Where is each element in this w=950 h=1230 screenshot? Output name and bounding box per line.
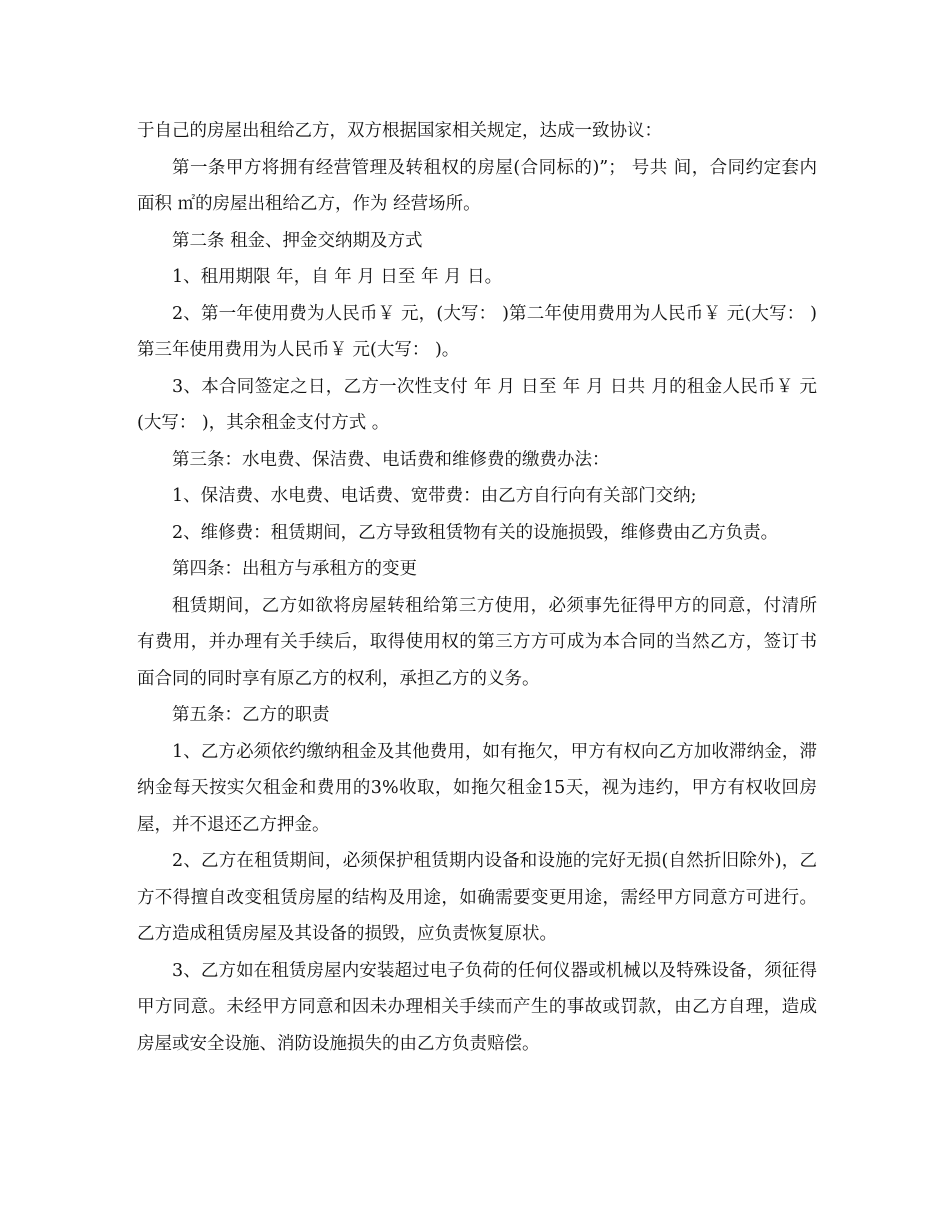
paragraph-article-3-item-1: 1、保洁费、水电费、电话费、宽带费：由乙方自行向有关部门交纳; bbox=[172, 486, 697, 506]
heading-article-4: 第四条：出租方与承租方的变更 bbox=[172, 559, 417, 579]
paragraph-preamble: 于自己的房屋出租给乙方，双方根据国家相关规定，达成一致协议： bbox=[137, 121, 662, 141]
paragraph-article-3-item-2: 2、维修费：租赁期间，乙方导致租赁物有关的设施损毁，维修费由乙方负责。 bbox=[172, 522, 779, 543]
paragraph-article-5-item-3: 3、乙方如在租赁房屋内安装超过电子负荷的任何仪器或机械以及特殊设备，须征得甲方同意。未经甲方同意和因未办理相关手续而产生的事故或罚款，由乙方自理，造成房屋或安全设施、消防设施损失的由乙方负责赔偿。 bbox=[137, 960, 817, 1054]
paragraph-article-5-item-2: 2、乙方在租赁期间，必须保护租赁期内设备和设施的完好无损(自然折旧除外)，乙方不得擅自改变租赁房屋的结构及用途，如确需要变更用途，需经甲方同意方可进行。乙方造成租赁房屋及其设备的损毁，应负责恢复原状。 bbox=[137, 851, 817, 944]
heading-article-2: 第二条 租金、押金交纳期及方式 bbox=[172, 230, 423, 251]
document-body bbox=[137, 113, 817, 1062]
paragraph-article-2-item-3: 3、本合同签定之日，乙方一次性支付 年 月 日至 年 月 日共 月的租金人民币￥ 元(大写： )，其余租金支付方式 。 bbox=[137, 376, 817, 433]
paragraph-article-1: 第一条甲方将拥有经营管理及转租权的房屋(合同标的)”； 号共 间，合同约定套内面积 ㎡的房屋出租给乙方，作为 经营场所。 bbox=[137, 157, 817, 214]
paragraph-article-4-body: 租赁期间，乙方如欲将房屋转租给第三方使用，必须事先征得甲方的同意，付清所有费用，并办理有关手续后，取得使用权的第三方方可成为本合同的当然乙方，签订书面合同的同时享有原乙方的权利，承担乙方的义务。 bbox=[137, 595, 817, 689]
paragraph-article-2-item-1: 1、租用期限 年，自 年 月 日至 年 月 日。 bbox=[172, 267, 503, 287]
paragraph-article-5-item-1: 1、乙方必须依约缴纳租金及其他费用，如有拖欠，甲方有权向乙方加收滞纳金，滞纳金每天按实欠租金和费用的3%收取，如拖欠租金15天，视为违约，甲方有权收回房屋，并不退还乙方押金。 bbox=[137, 741, 817, 835]
paragraph-article-2-item-2: 2、第一年使用费为人民币￥ 元，(大写： )第二年使用费用为人民币￥ 元(大写： )第三年使用费用为人民币￥ 元(大写： )。 bbox=[137, 303, 817, 360]
heading-article-5: 第五条：乙方的职责 bbox=[172, 705, 330, 725]
heading-article-3: 第三条：水电费、保洁费、电话费和维修费的缴费办法： bbox=[172, 449, 610, 470]
